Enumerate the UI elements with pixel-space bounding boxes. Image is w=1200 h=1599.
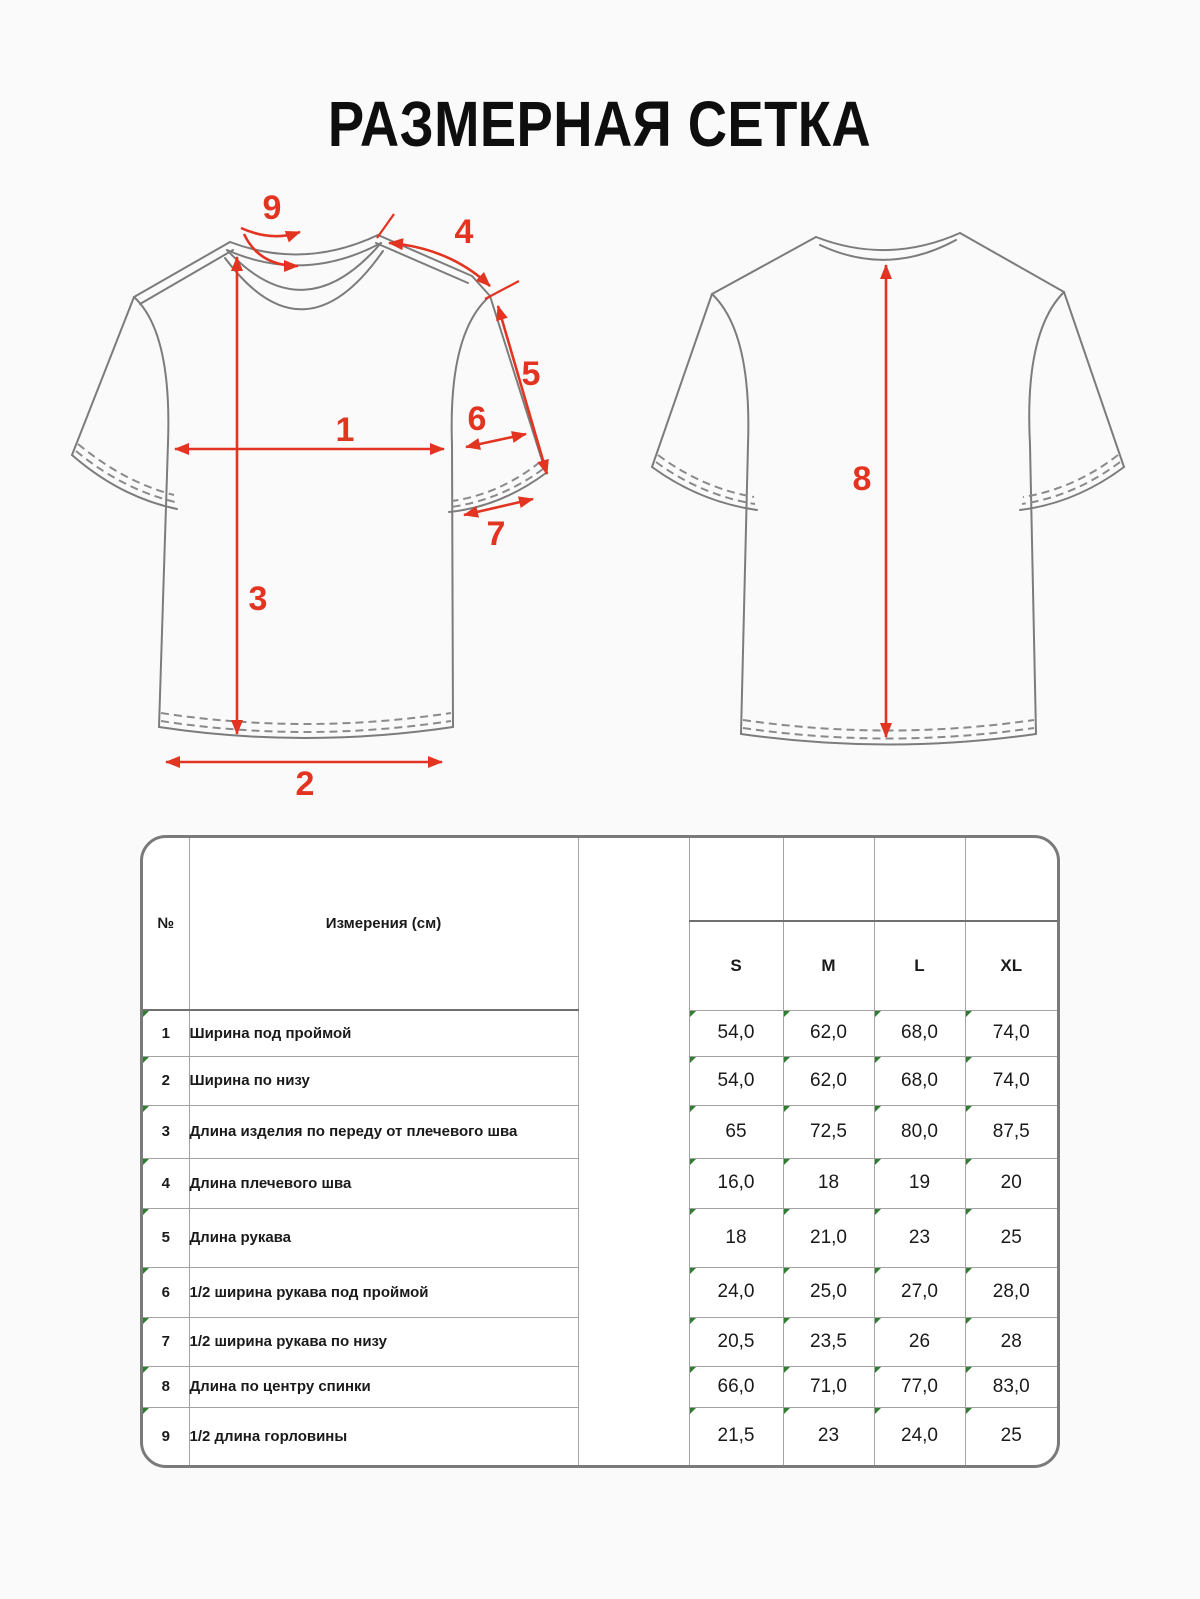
- value-m: 23,5: [783, 1317, 874, 1366]
- row-label: Длина по центру спинки: [189, 1366, 578, 1407]
- value-xl: 25: [965, 1208, 1057, 1267]
- row-label: Длина рукава: [189, 1208, 578, 1267]
- value-xl: 20: [965, 1158, 1057, 1208]
- row-number: 1: [143, 1010, 189, 1056]
- size-table: [140, 835, 1060, 1468]
- value-s: 54,0: [689, 1010, 783, 1056]
- value-m: 25,0: [783, 1267, 874, 1317]
- value-xl: 87,5: [965, 1105, 1057, 1158]
- row-label: 1/2 ширина рукава под проймой: [189, 1267, 578, 1317]
- row-label: Ширина под проймой: [189, 1010, 578, 1056]
- value-xl: 28,0: [965, 1267, 1057, 1317]
- value-s: 54,0: [689, 1056, 783, 1105]
- value-m: 18: [783, 1158, 874, 1208]
- value-s: 66,0: [689, 1366, 783, 1407]
- header-strip-s: [689, 838, 783, 921]
- front-shirt-drawing: [72, 235, 546, 738]
- row-number: 4: [143, 1158, 189, 1208]
- value-l: 68,0: [874, 1010, 965, 1056]
- row-number: 2: [143, 1056, 189, 1105]
- measure-label-3: 3: [248, 580, 268, 618]
- size-header-m: M: [783, 921, 874, 1010]
- value-xl: 74,0: [965, 1010, 1057, 1056]
- hem-stitching-back: [656, 455, 1120, 739]
- value-s: 65: [689, 1105, 783, 1158]
- value-l: 27,0: [874, 1267, 965, 1317]
- header-strip-m: [783, 838, 874, 921]
- value-l: 24,0: [874, 1407, 965, 1465]
- value-m: 21,0: [783, 1208, 874, 1267]
- value-m: 62,0: [783, 1010, 874, 1056]
- measure-arrow-4-tick-shoulder: [485, 281, 519, 299]
- row-number: 5: [143, 1208, 189, 1267]
- size-header-xl: XL: [965, 921, 1057, 1010]
- measure-label-9: 9: [262, 189, 282, 227]
- value-s: 21,5: [689, 1407, 783, 1465]
- header-strip-l: [874, 838, 965, 921]
- value-l: 80,0: [874, 1105, 965, 1158]
- measure-label-8: 8: [852, 460, 872, 498]
- table-gap-column: [578, 838, 689, 1465]
- row-number: 8: [143, 1366, 189, 1407]
- value-s: 20,5: [689, 1317, 783, 1366]
- value-xl: 83,0: [965, 1366, 1057, 1407]
- value-s: 24,0: [689, 1267, 783, 1317]
- measure-label-7: 7: [486, 515, 506, 553]
- measurement-arrows: [166, 189, 886, 803]
- size-header-s: S: [689, 921, 783, 1010]
- value-l: 68,0: [874, 1056, 965, 1105]
- value-xl: 28: [965, 1317, 1057, 1366]
- value-s: 18: [689, 1208, 783, 1267]
- row-number: 3: [143, 1105, 189, 1158]
- value-xl: 25: [965, 1407, 1057, 1465]
- value-m: 62,0: [783, 1056, 874, 1105]
- value-m: 72,5: [783, 1105, 874, 1158]
- measure-label-2: 2: [295, 765, 315, 803]
- row-number: 7: [143, 1317, 189, 1366]
- col-header-measure: Измерения (см): [189, 838, 578, 1010]
- measurements-table: [143, 838, 1057, 1465]
- page-title: РАЗМЕРНАЯ СЕТКА: [328, 88, 872, 160]
- value-xl: 74,0: [965, 1056, 1057, 1105]
- row-label: Длина изделия по переду от плечевого шва: [189, 1105, 578, 1158]
- measure-label-4: 4: [454, 213, 474, 251]
- value-l: 77,0: [874, 1366, 965, 1407]
- back-shirt-drawing: [652, 233, 1124, 745]
- header-strip-xl: [965, 838, 1057, 921]
- value-l: 26: [874, 1317, 965, 1366]
- value-m: 23: [783, 1407, 874, 1465]
- measure-arrow-9-outer: [241, 228, 300, 236]
- measure-arrow-9-inner: [244, 234, 298, 266]
- row-label: Ширина по низу: [189, 1056, 578, 1105]
- measure-label-6: 6: [467, 400, 487, 438]
- row-number: 6: [143, 1267, 189, 1317]
- measure-label-1: 1: [335, 411, 355, 449]
- measure-label-5: 5: [521, 355, 541, 393]
- row-label: 1/2 длина горловины: [189, 1407, 578, 1465]
- value-l: 19: [874, 1158, 965, 1208]
- col-header-number: №: [143, 838, 189, 1010]
- value-s: 16,0: [689, 1158, 783, 1208]
- row-label: Длина плечевого шва: [189, 1158, 578, 1208]
- value-l: 23: [874, 1208, 965, 1267]
- hem-stitching-front: [76, 444, 543, 732]
- measure-arrow-4-tick-neck: [377, 214, 394, 238]
- size-header-l: L: [874, 921, 965, 1010]
- row-number: 9: [143, 1407, 189, 1465]
- value-m: 71,0: [783, 1366, 874, 1407]
- row-label: 1/2 ширина рукава по низу: [189, 1317, 578, 1366]
